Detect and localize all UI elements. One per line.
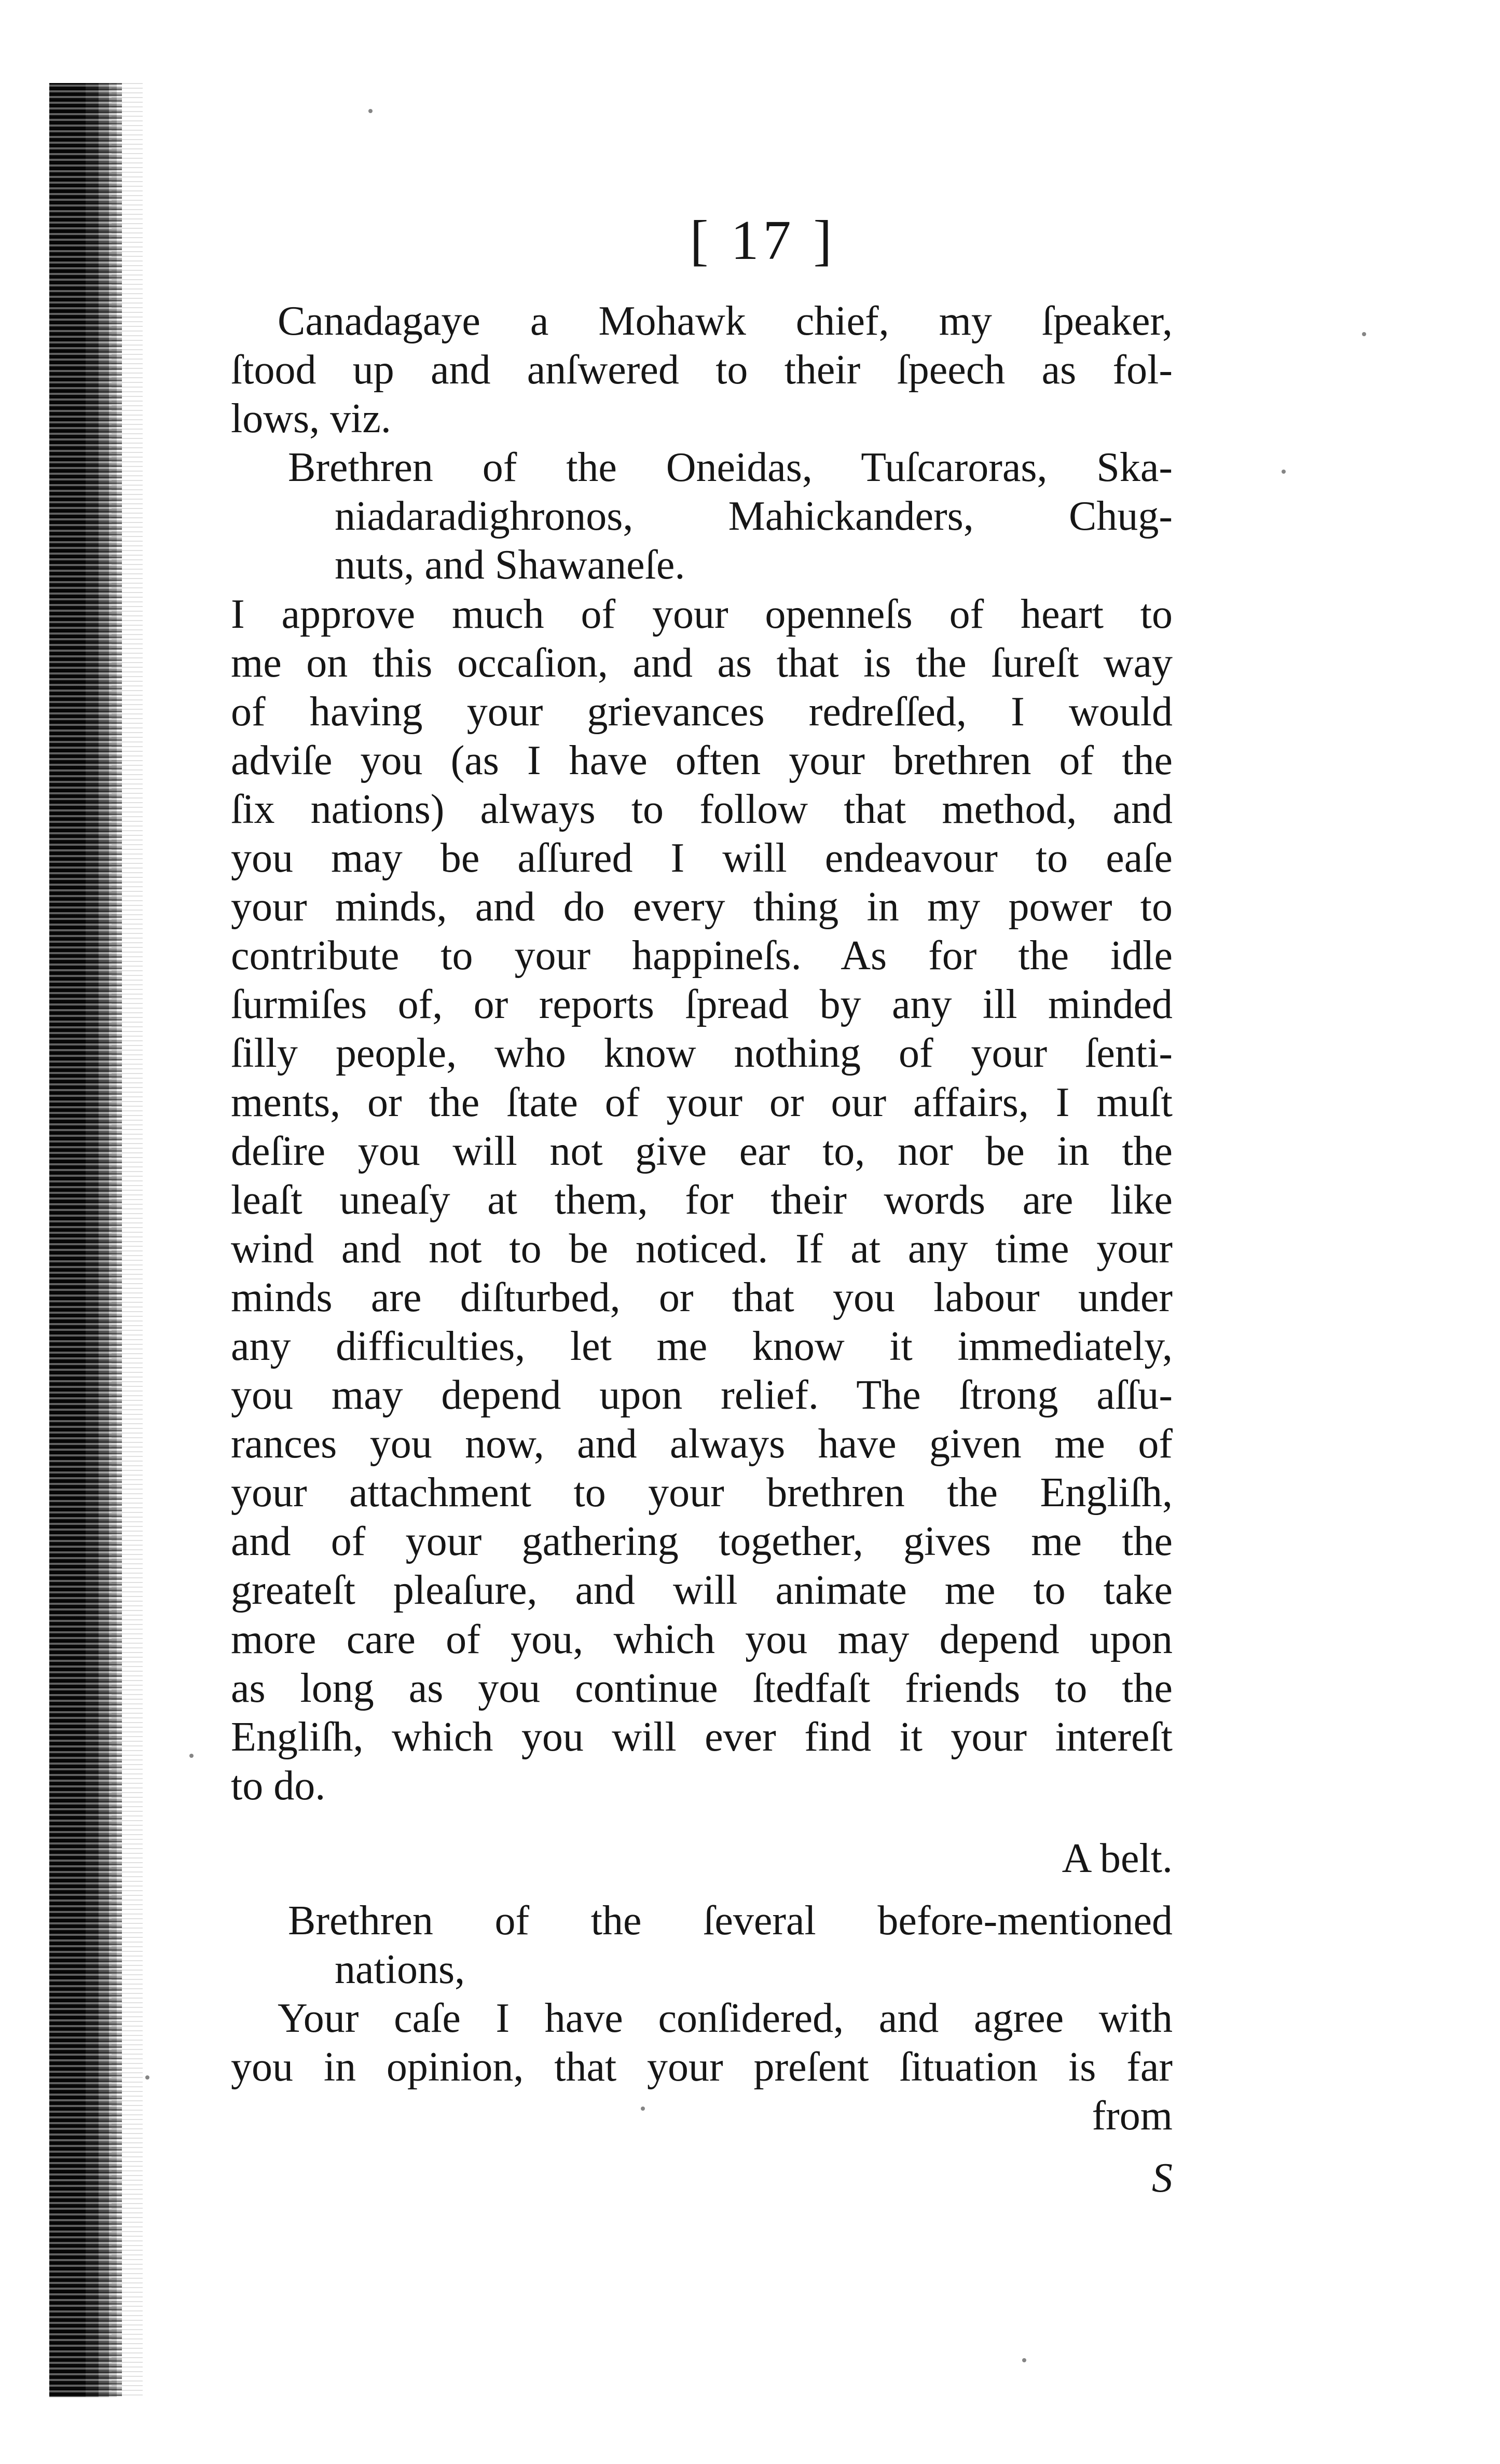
ink-speck: [1362, 332, 1366, 336]
intro-line-3: lows, viz.: [231, 396, 391, 442]
book-binding-edge: [49, 83, 122, 2397]
speech1-line-24: Engliſh, which you will ever find it your intereſt: [231, 1714, 1173, 1760]
speech1-line-19: your attachment to your brethren the Engliſh,: [231, 1470, 1173, 1516]
address2-line-1: Brethren of the ſeveral before-mentioned: [288, 1898, 1173, 1944]
speech1-line-4: adviſe you (as I have often your brethren of the: [231, 737, 1173, 783]
speech1-line-22: more care of you, which you may depend upon: [231, 1616, 1173, 1662]
ink-speck: [1022, 2358, 1026, 2362]
ink-speck: [189, 1754, 194, 1758]
speech1-line-6: you may be aſſured I will endeavour to eaſe: [231, 835, 1173, 882]
speech1-line-7: your minds, and do every thing in my power to: [231, 884, 1173, 930]
speech1-line-5: ſix nations) always to follow that method, and: [231, 786, 1173, 832]
page-body: [231, 297, 1173, 2203]
speech1-line-17: you may depend upon relief. The ſtrong aſſu-: [231, 1372, 1173, 1419]
page-number: [ 17 ]: [690, 210, 836, 271]
speech1-line-15: minds are diſturbed, or that you labour under: [231, 1274, 1173, 1320]
address1-line-1: Brethren of the Oneidas, Tuſcaroras, Ska-: [288, 445, 1173, 491]
speech1-line-10: ſilly people, who know nothing of your ſenti-: [231, 1030, 1173, 1077]
speech1-line-3: of having your grievances redreſſed, I would: [231, 689, 1173, 735]
speech1-line-2: me on this occaſion, and as that is the ſureſt way: [231, 640, 1173, 686]
address2-line-2: nations,: [335, 1947, 465, 1993]
ink-speck: [1282, 470, 1286, 474]
speech1-line-23: as long as you continue ſtedfaſt friends to the: [231, 1665, 1173, 1711]
speech2-line-2: you in opinion, that your preſent ſituation is far: [231, 2044, 1173, 2090]
speech1-line-13: leaſt uneaſy at them, for their words are like: [231, 1177, 1173, 1223]
intro-line-1: Canadagaye a Mohawk chief, my ſpeaker,: [278, 298, 1173, 344]
speech1-line-16: any difficulties, let me know it immediately,: [231, 1323, 1173, 1369]
ink-speck: [368, 109, 373, 113]
speech1-line-8: contribute to your happineſs. As for the idle: [231, 933, 1173, 979]
speech1-line-21: greateſt pleaſure, and will animate me to take: [231, 1567, 1173, 1614]
ink-speck: [641, 2107, 645, 2111]
address-oneidas: [231, 443, 1173, 589]
intro-line-2: ſtood up and anſwered to their ſpeech as fol-: [231, 347, 1173, 393]
belt-note: A belt.: [1062, 1835, 1173, 1881]
address1-line-2: niadaradighronos, Mahickanders, Chug-: [335, 493, 1173, 540]
speech1-line-9: ſurmiſes of, or reports ſpread by any ill minded: [231, 982, 1173, 1028]
speech1-line-11: ments, or the ſtate of your or our affairs, I muſt: [231, 1079, 1173, 1125]
speech1-line-14: wind and not to be noticed. If at any time your: [231, 1226, 1173, 1272]
address-nations: [231, 1896, 1173, 1994]
address1-line-3: nuts, and Shawaneſe.: [335, 542, 685, 588]
speech1-line-1: I approve much of your openneſs of heart to: [231, 591, 1173, 637]
speech1-line-18: rances you now, and always have given me of: [231, 1421, 1173, 1467]
catchword: from: [1092, 2093, 1173, 2139]
speech2-line-1: Your caſe I have conſidered, and agree with: [278, 1995, 1173, 2042]
speech1-line-25: to do.: [231, 1763, 326, 1809]
speech1-line-12: deſire you will not give ear to, nor be in the: [231, 1128, 1173, 1174]
ink-speck: [145, 2075, 149, 2080]
speech1-line-20: and of your gathering together, gives me the: [231, 1519, 1173, 1565]
signature-mark: S: [1152, 2155, 1173, 2201]
